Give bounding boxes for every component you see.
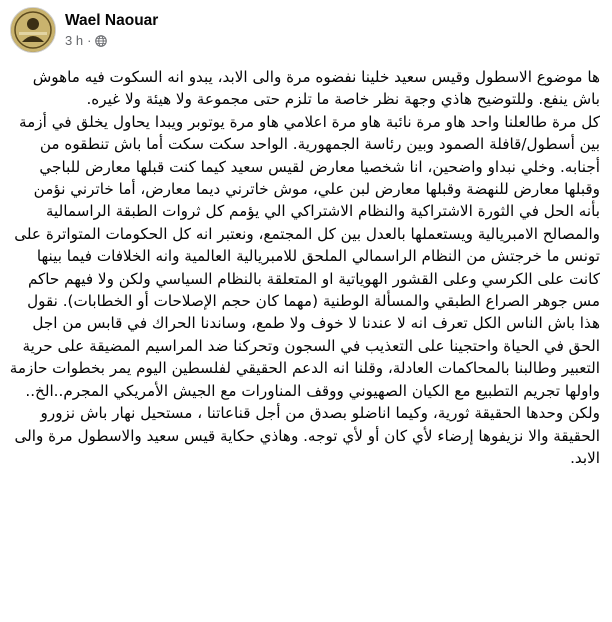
author-name[interactable]: Wael Naouar	[65, 11, 159, 29]
post-body	[8, 66, 600, 469]
post-paragraph-1: ها موضوع الاسطول وقيس سعيد خلينا نفضوه مرة والى الابد، يبدو انه السكوت فيه ماهوش باش ينفع. وللتوضيح هاذي وجهة نظر خاصة ما تلزم حتى مجموعة ولا هيئة ولا غيره.	[32, 68, 600, 109]
avatar[interactable]	[10, 7, 56, 53]
avatar-photo-icon	[11, 8, 55, 52]
post-subline	[65, 32, 158, 50]
globe-icon[interactable]	[95, 35, 107, 47]
post-time[interactable]: 3 h	[65, 32, 84, 48]
post-header	[10, 6, 158, 54]
separator-dot: ·	[87, 32, 92, 48]
post-paragraph-2: كل مرة طالعلنا واحد هاو مرة نائبة هاو مرة اعلامي هاو مرة يوتوبر ويبدا يحاول يخلق في أزمة بين أسطول/قافلة الصمود وبين رئاسة الجمهورية. الواحد سكت سكت أما باش تنطقوه من أجنابه. وخلي نبداو واضحين، انا شخصيا معارض لقيس سعيد كيما كنت قبلها معارض للباجي وقبلها معارض للنهضة وقبلها معارض لبن علي، موش خاترني ديما معارض، أما خاترني نؤمن بأنه الحل في الثورة الاشتراكية والنظام الاشتراكي الي يؤمم كل ثروات الطبقة الراسمالية والمصالح الامبريالية ويستعملها بالعدل بين كل المجتمع، ونعتبر انه كل الحكومات المتواترة على تونس ما خرجتش من النظام الراسمالي الملحق للامبريالية العالمية وانه الخلافات فيما بينها كانت على الكرسي وعلى القشور الهوياتية او المتعلقة بالنظام السياسي ولكن ولا فيهم حاكم مس جوهر الصراع الطبقي والمسألة الوطنية (مهما كان حجم الإصلاحات أو الخطابات). نقول هذا باش الناس الكل تعرف انه لا عندنا لا خوف ولا طمع، وساندنا الحراك في قابس من اجل الحق في الحياة واحتجينا على التعذيب في السجون وتحركنا ضد المراسيم المضيقة على حرية التعبير وطالبنا بالمحاكمات العادلة، وقلنا انه الدعم الحقيقي لفلسطين اليوم يمر بخطوات حازمة واولها تجريم التطبيع مع الكيان الصهيوني ووقف المناورات مع الجيش الأمريكي المجرم..الخ.. ولكن وحدها الحقيقة ثورية، وكيما اناضلو بصدق من أجل قناعاتنا ، مستحيل نهار باش نزورو الحقيقة والا نزيفوها إرضاء لأي كان أو لأي توجه. وهاذي حكاية قيس سعيد والاسطول مرة والى الابد.	[9, 112, 600, 467]
post-meta	[65, 11, 158, 50]
